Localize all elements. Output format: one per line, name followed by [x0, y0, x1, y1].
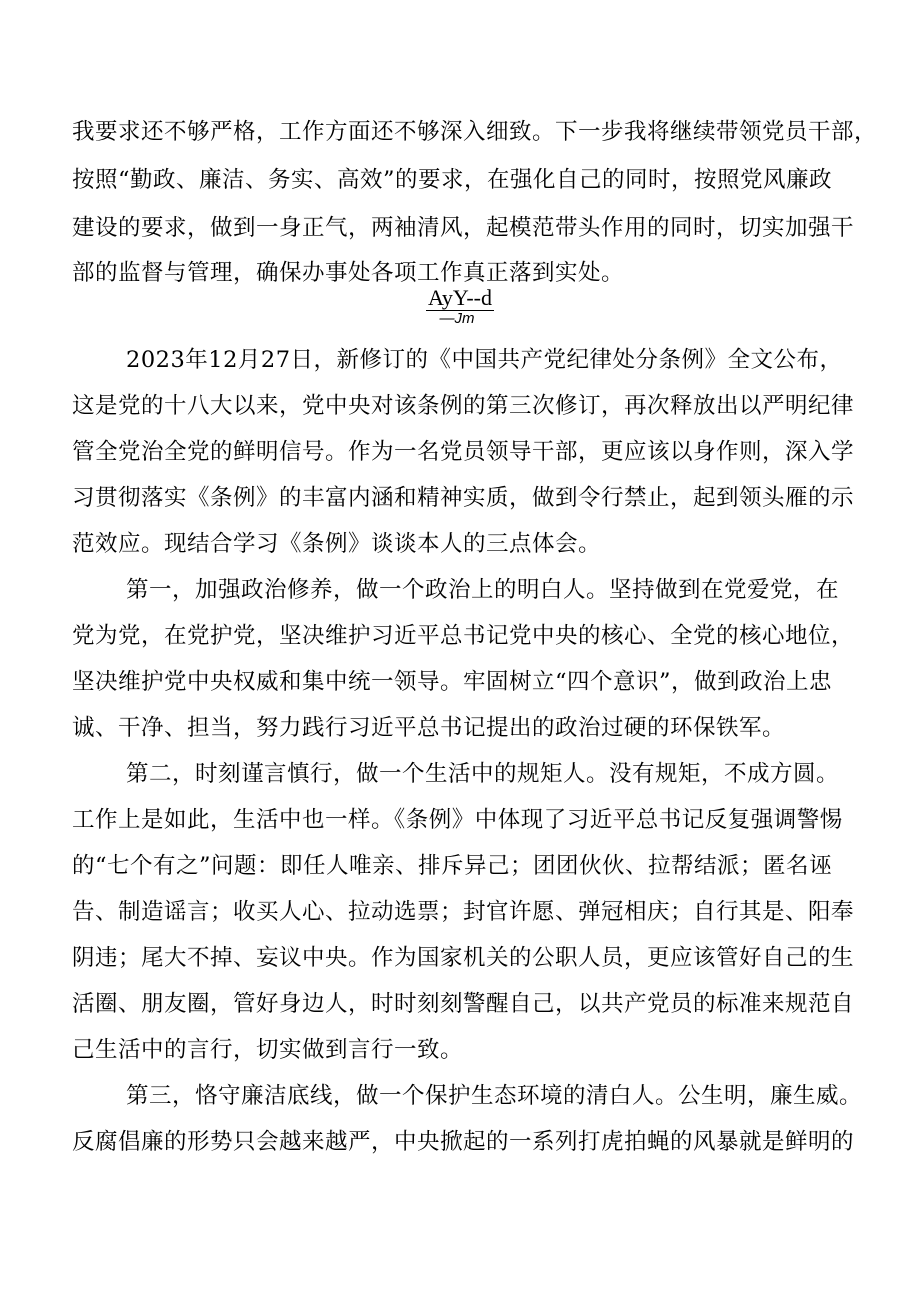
text-line: 建设的要求，做到一身正气，两袖清风，起模范带头作用的同时，切实加强干	[72, 215, 855, 241]
text-line: 这是党的十八大以来，党中央对该条例的第三次修订，再次释放出以严明纪律	[72, 393, 855, 419]
text-line: 2023年12月27日，新修订的《中国共产党纪律处分条例》全文公布，	[126, 347, 843, 373]
text-line: 己生活中的言行，切实做到言行一致。	[72, 1037, 464, 1063]
text-line: 诚、干净、担当，努力践行习近平总书记提出的政治过硬的环保铁军。	[72, 715, 786, 741]
text-line: 按照“勤政、廉洁、务实、高效”的要求，在强化自己的同时，按照党风廉政	[72, 167, 833, 193]
text-line: 活圈、朋友圈，管好身边人，时时刻刻警醒自己，以共产党员的标准来规范自	[72, 991, 855, 1017]
text-line: 部的监督与管理，确保办事处各项工作真正落到实处。	[72, 260, 625, 286]
text-line: 的“七个有之”问题：即任人唯亲、排斥异己；团团伙伙、拉帮结派；匿名诬	[72, 853, 833, 879]
text-line: 管全党治全党的鲜明信号。作为一名党员领导干部，更应该以身作则，深入学	[72, 439, 855, 465]
garbled-heading-bottom: —Jm	[439, 310, 475, 327]
text-line: 第一，加强政治修养，做一个政治上的明白人。坚持做到在党爱党，在	[126, 577, 840, 603]
text-line: 第二，时刻谨言慎行，做一个生活中的规矩人。没有规矩，不成方圆。	[126, 761, 840, 787]
text-line: 第三，恪守廉洁底线，做一个保护生态环境的清白人。公生明，廉生威。	[126, 1083, 863, 1109]
garbled-heading	[0, 286, 920, 327]
text-line: 反腐倡廉的形势只会越来越严，中央掀起的一系列打虎拍蝇的风暴就是鲜明的	[72, 1129, 855, 1155]
text-line: 我要求还不够严格，工作方面还不够深入细致。下一步我将继续带领党员干部，	[72, 119, 878, 145]
text-line: 告、制造谣言；收买人心、拉动选票；封官许愿、弹冠相庆；自行其是、阳奉	[72, 899, 855, 925]
text-line: 坚决维护党中央权威和集中统一领导。牢固树立“四个意识”，做到政治上忠	[72, 669, 833, 695]
text-line: 阴违；尾大不掉、妄议中央。作为国家机关的公职人员，更应该管好自己的生	[72, 945, 855, 971]
text-line: 范效应。现结合学习《条例》谈谈本人的三点体会。	[72, 531, 602, 557]
text-line: 工作上是如此，生活中也一样。《条例》中体现了习近平总书记反复强调警惕	[72, 807, 843, 833]
text-line: 党为党，在党护党，坚决维护习近平总书记党中央的核心、全党的核心地位，	[72, 623, 855, 649]
garbled-heading-top: AyY--d	[428, 285, 492, 310]
text-line: 习贯彻落实《条例》的丰富内涵和精神实质，做到令行禁止，起到领头雁的示	[72, 485, 855, 511]
